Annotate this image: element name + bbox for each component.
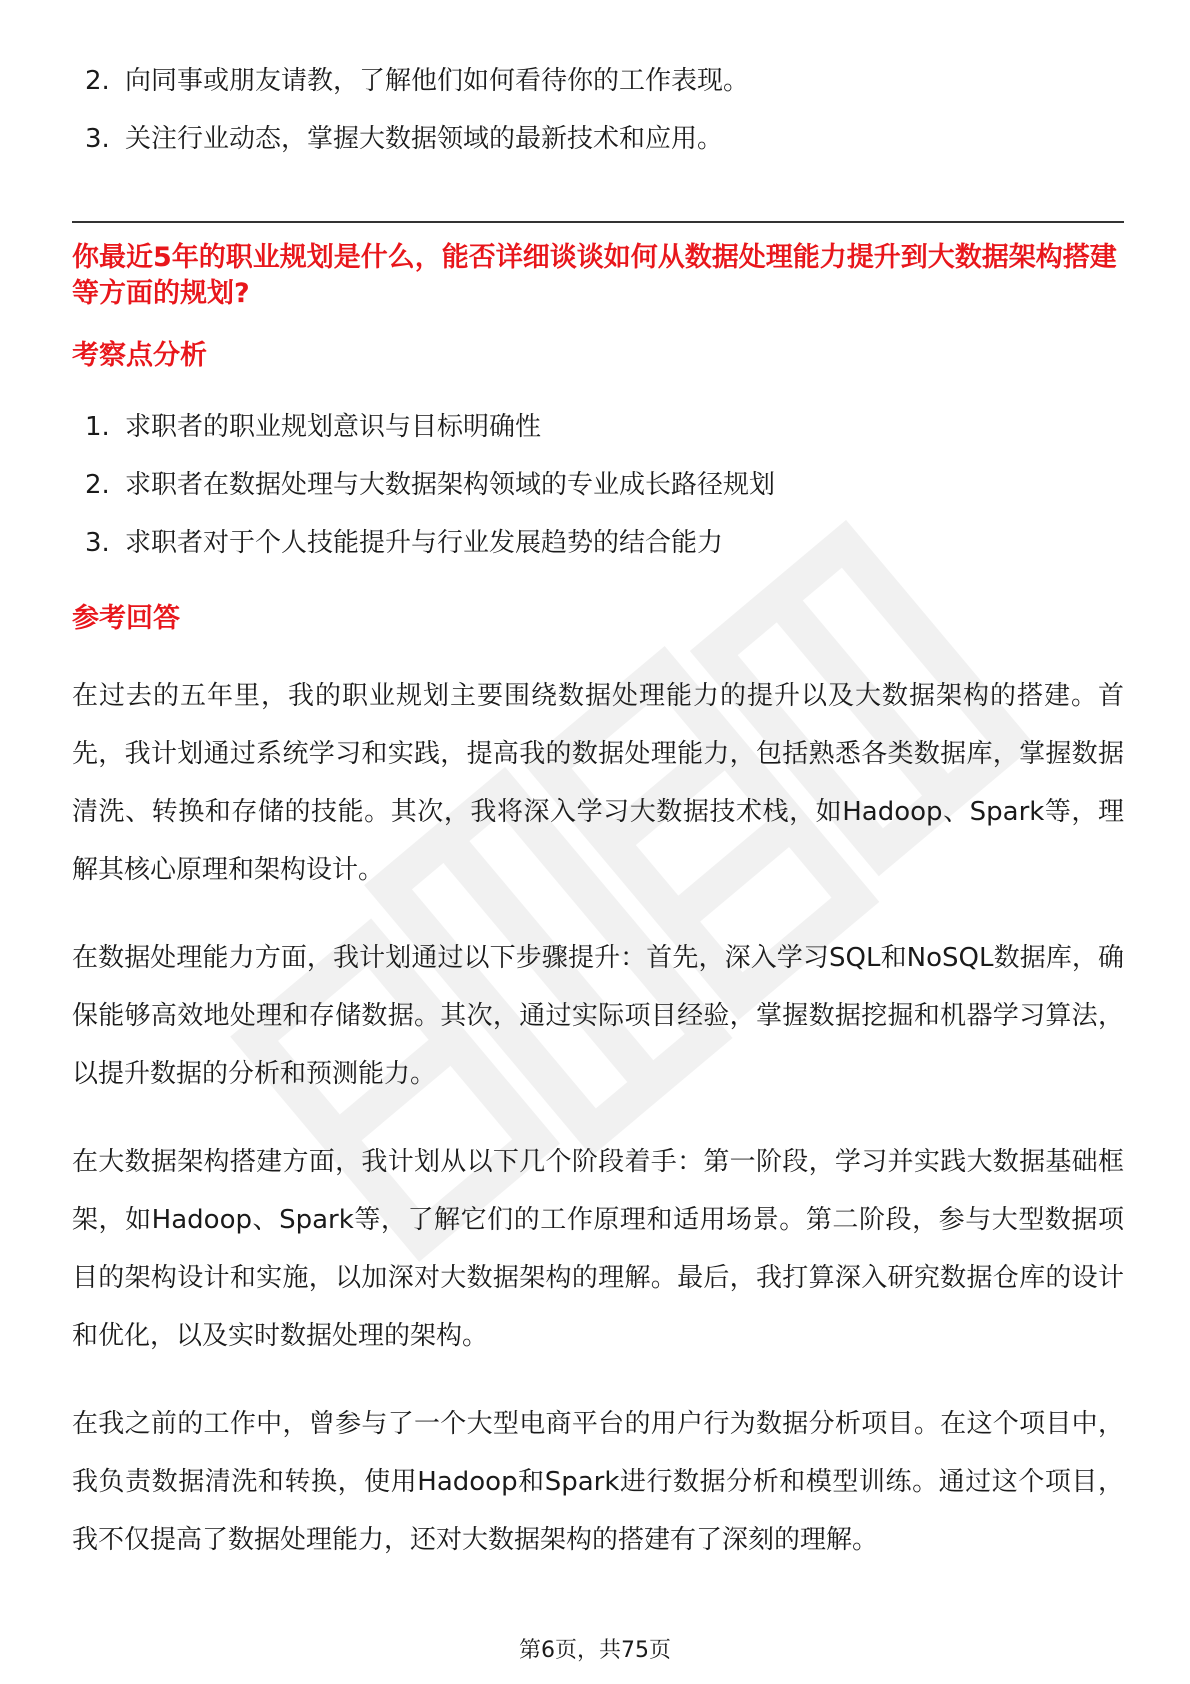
section-divider (72, 221, 1124, 223)
answer-paragraph: 在我之前的工作中，曾参与了一个大型电商平台的用户行为数据分析项目。在这个项目中，我负责数据清洗和转换，使用Hadoop和Spark进行数据分析和模型训练。通过这个项目，我不仅提高了数据处理能力，还对大数据架构的搭建有了深刻的理解。 (72, 1409, 1124, 1555)
list-item (85, 64, 749, 122)
answer-paragraph: 在大数据架构搭建方面，我计划从以下几个阶段着手：第一阶段，学习并实践大数据基础框架，如Hadoop、Spark等，了解它们的工作原理和适用场景。第二阶段，参与大型数据项目的架构设计和实施，以加深对大数据架构的理解。最后，我打算深入研究数据仓库的设计和优化，以及实时数据处理的架构。 (72, 1147, 1124, 1351)
answer-title: 参考回答 (72, 603, 180, 634)
list-number: 2. (85, 66, 110, 96)
question-heading: 你最近5年的职业规划是什么，能否详细谈谈如何从数据处理能力提升到大数据架构搭建等方面的规划? (72, 242, 1117, 309)
answer-paragraph: 在数据处理能力方面，我计划通过以下步骤提升：首先，深入学习SQL和NoSQL数据库，确保能够高效地处理和存储数据。其次，通过实际项目经验，掌握数据挖掘和机器学习算法，以提升数据的分析和预测能力。 (72, 943, 1125, 1089)
list-item (85, 468, 775, 526)
list-item-text: 求职者对于个人技能提升与行业发展趋势的结合能力 (125, 528, 724, 558)
continued-list (85, 64, 749, 180)
list-item-text: 求职者在数据处理与大数据架构领域的专业成长路径规划 (125, 470, 776, 500)
answer-paragraph: 在过去的五年里，我的职业规划主要围绕数据处理能力的提升以及大数据架构的搭建。首先，我计划通过系统学习和实践，提高我的数据处理能力，包括熟悉各类数据库，掌握数据清洗、转换和存储的技能。其次，我将深入学习大数据技术栈，如Hadoop、Spark等，理解其核心原理和架构设计。 (72, 681, 1124, 885)
list-item (85, 410, 775, 468)
list-number: 1. (85, 412, 110, 442)
analysis-list (85, 410, 775, 584)
page-number: 第6页，共75页 (519, 1638, 671, 1663)
list-item (85, 526, 775, 584)
list-item-text: 向同事或朋友请教，了解他们如何看待你的工作表现。 (125, 66, 750, 96)
list-number: 3. (85, 124, 110, 154)
analysis-title: 考察点分析 (72, 340, 207, 371)
list-item-text: 关注行业动态，掌握大数据领域的最新技术和应用。 (125, 124, 724, 154)
list-item (85, 122, 749, 180)
list-number: 2. (85, 470, 110, 500)
list-number: 3. (85, 528, 110, 558)
list-item-text: 求职者的职业规划意识与目标明确性 (125, 412, 542, 442)
